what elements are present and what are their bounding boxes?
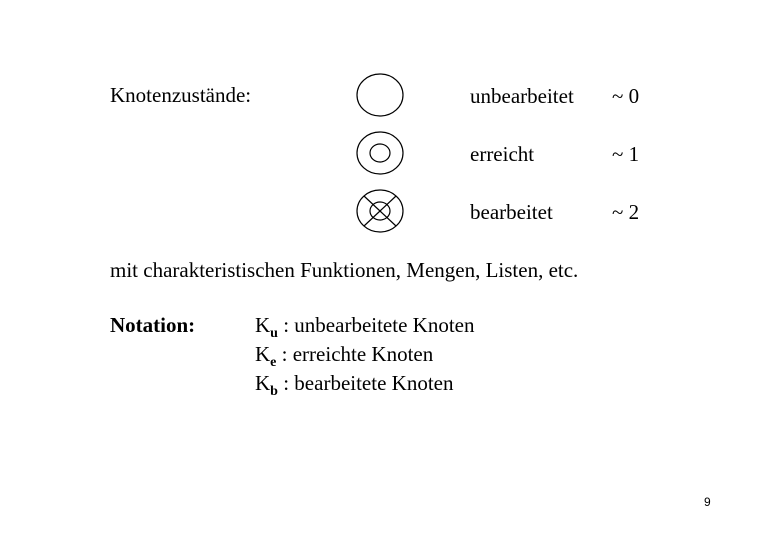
empty-circle-icon [355, 72, 405, 118]
notation-symbol: K [255, 342, 271, 366]
notation-text: : bearbeitete Knoten [277, 371, 454, 395]
notation-subscript: e [270, 355, 277, 370]
notation-subscript: b [270, 384, 278, 399]
notation-text: : erreichte Knoten [276, 342, 434, 366]
state-code-1: ~ 1 [612, 142, 640, 166]
state-label-unbearbeitet: unbearbeitet [470, 84, 574, 108]
crossed-double-circle-icon [355, 188, 405, 234]
notation-text: : unbearbeitete Knoten [277, 313, 475, 337]
notation-symbol: K [255, 313, 271, 337]
state-code-0: ~ 0 [612, 84, 640, 108]
states-heading: Knotenzustände: [110, 83, 252, 107]
notation-line-bearbeitet [255, 371, 454, 399]
notation-symbol: K [255, 371, 271, 395]
notation-line-unbearbeitet [255, 313, 475, 341]
notation-label: Notation: [110, 313, 196, 337]
representation-sentence: mit charakteristischen Funktionen, Mengen, Listen, etc. [110, 258, 579, 282]
double-circle-icon [355, 130, 405, 176]
state-label-erreicht: erreicht [470, 142, 535, 166]
state-label-bearbeitet: bearbeitet [470, 200, 553, 224]
page-number: 9 [704, 495, 711, 509]
notation-subscript: u [270, 326, 278, 341]
state-code-2: ~ 2 [612, 200, 640, 224]
notation-line-erreicht [255, 342, 434, 370]
